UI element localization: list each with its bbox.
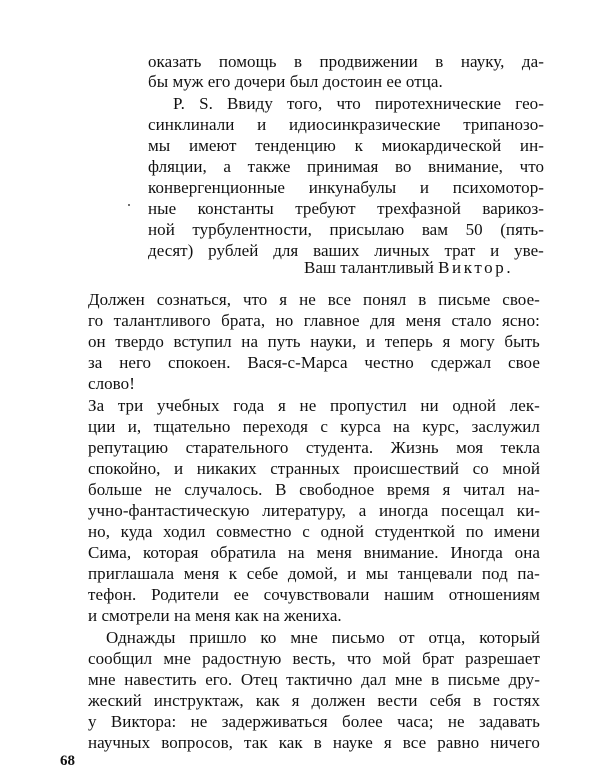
paragraph-line: учно-фантастическую литературу, а иногда посещал ки-: [88, 501, 540, 520]
letter-line: мы имеют тенденцию к миокардической ин-: [148, 136, 544, 155]
print-speck: [128, 204, 130, 206]
signature-prefix: Ваш талантливый: [304, 258, 434, 277]
paragraph-line: он твердо вступил на путь науки, и теперь я могу быть: [88, 332, 540, 351]
paragraph-line: жеский инструктаж, как я должен вести себя в гостях: [88, 691, 540, 710]
paragraph-line: репутацию старательного студента. Жизнь моя текла: [88, 438, 540, 457]
page-number: 68: [60, 753, 75, 769]
paragraph-line: больше не случалось. В свободное время я читал на-: [88, 480, 540, 499]
paragraph-line: Однажды пришло ко мне письмо от отца, который: [106, 628, 540, 647]
paragraph-line: но, куда ходил совместно с одной студенткой по имени: [88, 522, 540, 541]
paragraph-line: тефон. Родители ее сочувствовали нашим отношениям: [88, 585, 540, 604]
paragraph-line: сообщил мне радостную весть, что мой брат разрешает: [88, 649, 540, 668]
letter-line: синклинали и идиосинкразические трипанозо-: [148, 115, 544, 134]
paragraph-line: и смотрели на меня как на жениха.: [88, 606, 342, 625]
paragraph-line: Сима, которая обратила на меня внимание. Иногда она: [88, 543, 540, 562]
paragraph-line: у Виктора: не задерживаться более часа; не задавать: [88, 712, 540, 731]
paragraph-line: За три учебных года я не пропустил ни одной лек-: [88, 396, 540, 415]
letter-postscript-line: P. S. Ввиду того, что пиротехнические гео-: [173, 94, 544, 113]
signature-name: Виктор.: [438, 258, 514, 277]
paragraph-line: слово!: [88, 374, 135, 393]
letter-line: оказать помощь в продвижении в науку, да-: [148, 52, 544, 71]
paragraph-line: научных вопросов, так как в науке я все равно ничего: [88, 733, 540, 752]
letter-line: ной турбулентности, присылаю вам 50 (пять-: [148, 220, 544, 239]
letter-line: десят) рублей для ваших личных трат и уве-: [148, 241, 544, 260]
paragraph-line: за него спокоен. Вася-с-Марса честно сдержал свое: [88, 353, 540, 372]
paragraph-line: спокойно, и никаких странных происшествий со мной: [88, 459, 540, 478]
letter-line: фляции, а также принимая во внимание, что: [148, 157, 544, 176]
paragraph-line: Должен сознаться, что я не все понял в письме свое-: [88, 290, 540, 309]
letter-line: конвергенционные инкунабулы и психомотор-: [148, 178, 544, 197]
letter-line: ные константы требуют трехфазной варикоз-: [148, 199, 544, 218]
paragraph-line: приглашала меня к себе домой, и мы танцевали под па-: [88, 564, 540, 583]
letter-line: бы муж его дочери был достоин ее отца.: [148, 72, 443, 91]
letter-signature: [304, 258, 513, 278]
paragraph-line: ции и, тщательно переходя с курса на курс, заслужил: [88, 417, 540, 436]
paragraph-line: мне навестить его. Отец тактично дал мне в письме дру-: [88, 670, 540, 689]
paragraph-line: го талантливого брата, но главное для меня стало ясно:: [88, 311, 540, 330]
